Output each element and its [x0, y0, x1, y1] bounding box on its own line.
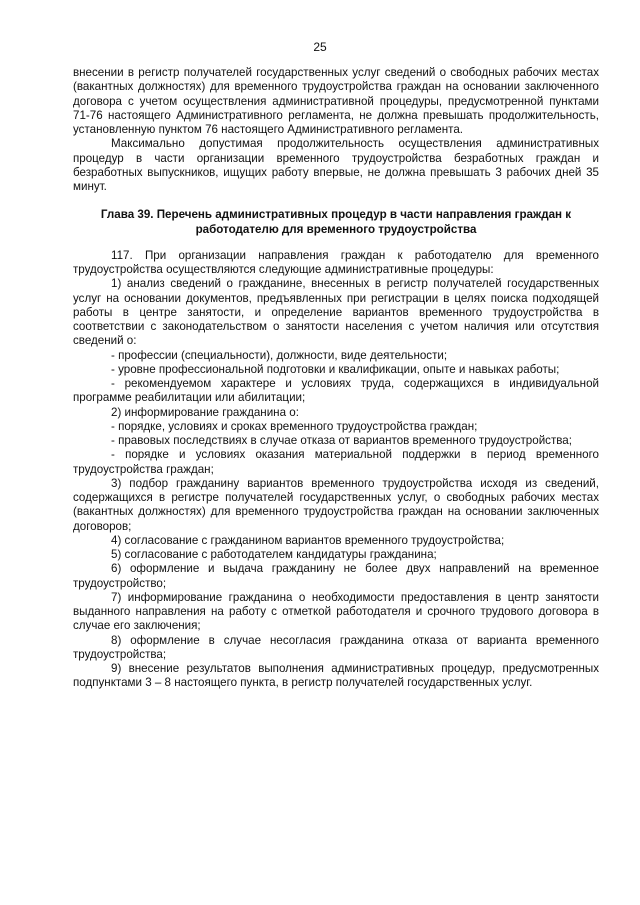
list-item-6: 6) оформление и выдача гражданину не более двух направлений на временное трудоустройство;	[73, 562, 599, 590]
sub-item-work-conditions: - рекомендуемом характере и условиях труда, содержащихся в индивидуальной программе реабилитации или абилитации;	[73, 377, 599, 405]
list-item-2: 2) информирование гражданина о:	[111, 405, 299, 419]
sub-item-legal-consequences: - правовых последствиях в случае отказа от вариантов временного трудоустройства;	[111, 434, 572, 447]
paragraph-117: 117. При организации направления граждан к работодателю для временного трудоустройства осуществляются следующие административные процедуры:	[73, 248, 599, 276]
list-item-5: 5) согласование с работодателем кандидатуры гражданина;	[111, 548, 437, 561]
list-item-4: 4) согласование с гражданином вариантов временного трудоустройства;	[111, 533, 505, 547]
sub-item-profession: - профессии (специальности), должности, виде деятельности;	[111, 348, 448, 362]
list-item-7: 7) информирование гражданина о необходимости предоставления в центр занятости выданного направления на работу с отметкой работодателя и срочного трудового договора в случае его заключения;	[73, 590, 599, 633]
intro-paragraph-1: внесении в регистр получателей государственных услуг сведений о свободных рабочих местах (вакантных должностях) для временного трудоустройства граждан на основании заключенного договора с учетом осуществления административной процедуры, предусмотренной пунктами 71-76 настоящего Административного регламента, не должна превышать продолжительность, установленную пунктом 76 настоящего Административного регламента.	[73, 66, 599, 136]
sub-item-procedure: - порядке, условиях и сроках временного трудоустройства граждан;	[111, 419, 478, 433]
page-content	[73, 66, 599, 691]
chapter-heading: Глава 39. Перечень административных процедур в части направления граждан к работодателю для временного трудоустройства	[100, 208, 572, 236]
sub-item-qualification: - уровне профессиональной подготовки и квалификации, опыте и навыках работы;	[111, 362, 560, 376]
list-item-8: 8) оформление в случае несогласия гражданина отказа от варианта временного трудоустройства;	[73, 633, 599, 661]
list-item-9: 9) внесение результатов выполнения административных процедур, предусмотренных подпунктами 3 – 8 настоящего пункта, в регистр получателей государственных услуг.	[73, 662, 599, 690]
sub-item-material-support: - порядке и условиях оказания материальной поддержки в период временного трудоустройства граждан;	[73, 448, 599, 476]
intro-paragraph-2: Максимально допустимая продолжительность осуществления административных процедур в части организации временного трудоустройства безработных граждан и безработных выпускников, ищущих работу впервые, не должна превышать 3 рабочих дней 35 минут.	[73, 137, 599, 193]
page-number: 25	[313, 40, 327, 54]
list-item-3: 3) подбор гражданину вариантов временного трудоустройства исходя из сведений, содержащихся в регистре получателей государственных услуг, о свободных рабочих местах (вакантных должностях) для временного трудоустройства граждан на основании заключенных договоров;	[73, 476, 599, 533]
list-item-1: 1) анализ сведений о гражданине, внесенных в регистр получателей государственных услуг на основании документов, предъявленных при регистрации в целях поиска подходящей работы в центре занятости, и определение вариантов временного трудоустройства в соответствии с законодательством о занятости населения с учетом наличия или отсутствия сведений о:	[73, 277, 599, 348]
